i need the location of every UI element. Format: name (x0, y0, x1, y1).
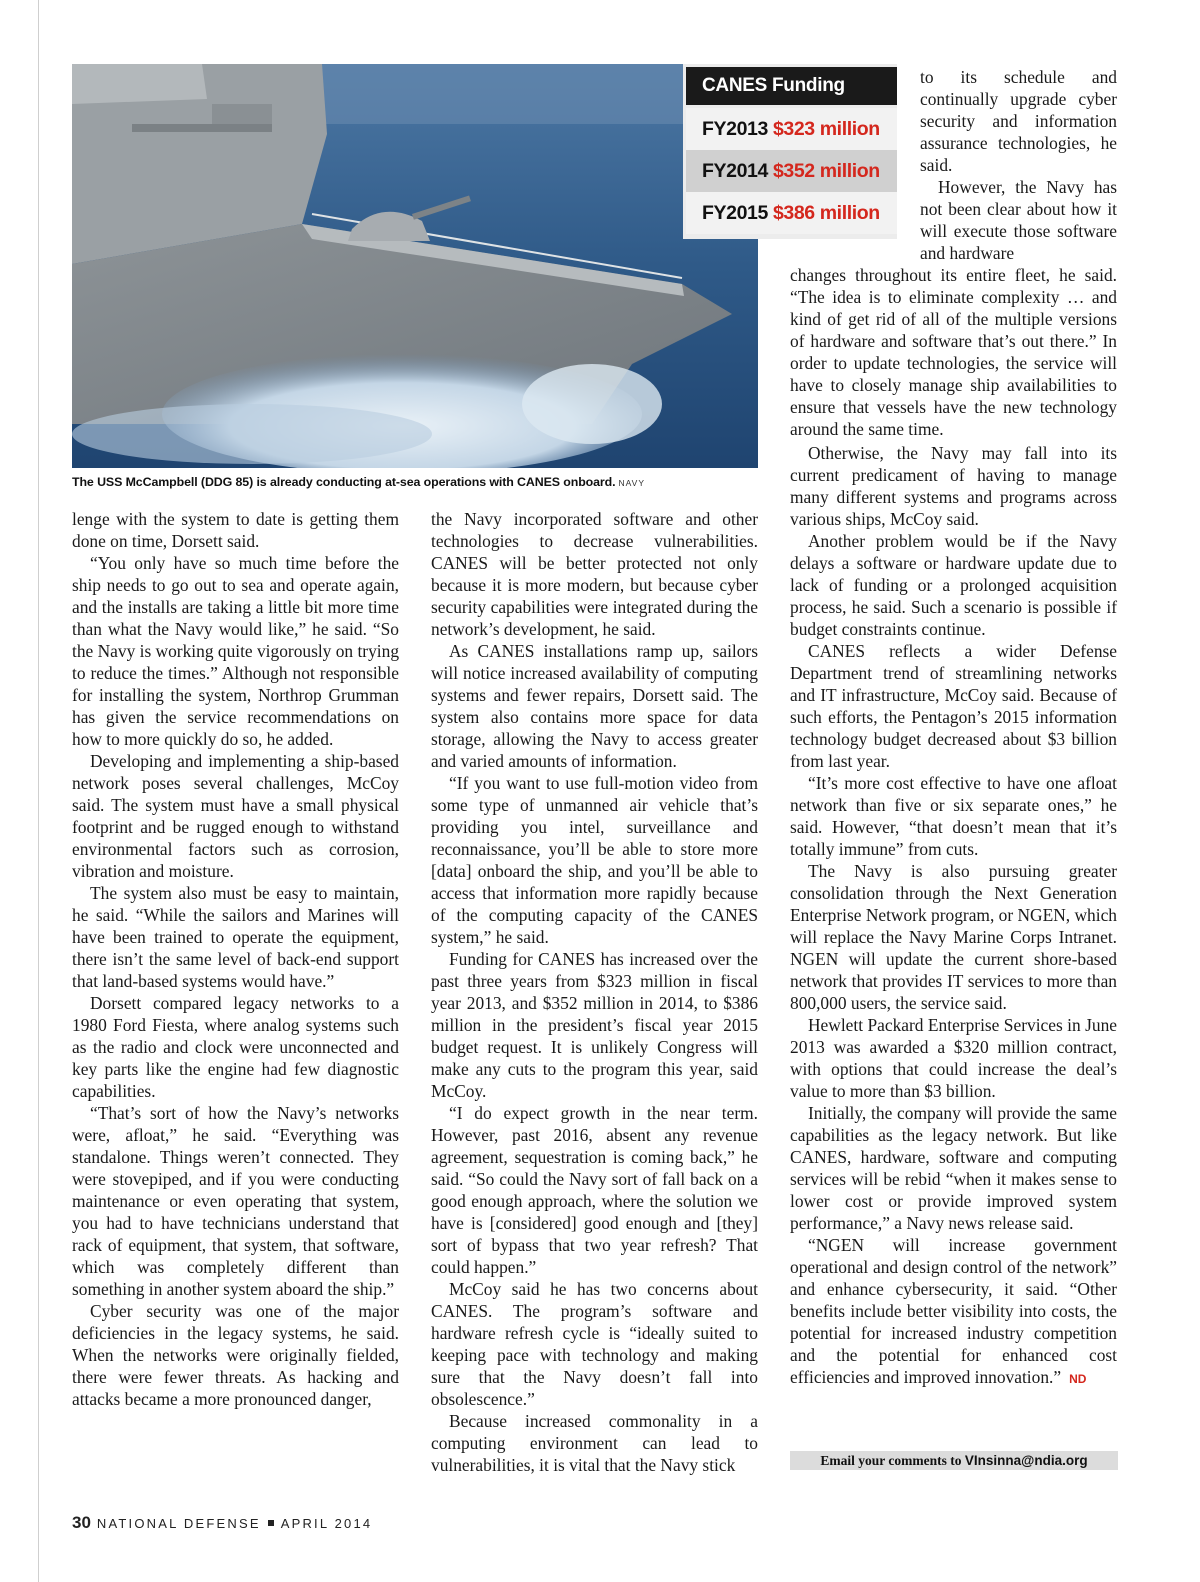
paragraph-text: “NGEN will increase government operational and design control of the network” and enhance cybersecurity, it said. “Other benefits include better visibility into costs, the potential for increased industry competition and the potential for enhanced cost efficiencies and improved innovation.” (790, 1235, 1117, 1387)
paragraph (790, 1234, 1117, 1390)
funding-row (686, 192, 897, 234)
paragraph: Initially, the company will provide the same capabilities as the legacy network. But like CANES, hardware, software and computing services will be rebid “when it makes sense to lower cost or provide improved system performance,” a Navy news release said. (790, 1103, 1117, 1233)
paragraph: The system also must be easy to maintain, he said. “While the sailors and Marines will have been trained to operate the equipment, there isn’t the same level of back-end support that land-based systems would have.” (72, 883, 399, 991)
paragraph: changes throughout its entire fleet, he said. “The idea is to eliminate complexity … and kind of get rid of all of the multiple versions of hardware and software that’s out there.” In order to update technologies, the service will have to closely manage ship availabilities to ensure that vessels have the new technology around the same time. (790, 265, 1117, 439)
sidebar-title: CANES Funding (686, 67, 897, 105)
email-comments-box (790, 1451, 1118, 1470)
paragraph: Funding for CANES has increased over the past three years from $323 million in fiscal year 2013, and $352 million in 2014, to $386 million in the president’s fiscal year 2015 budget request. It is unlikely Congress will make any cuts to the program this year, said McCoy. (431, 949, 758, 1101)
email-address-link[interactable]: VInsinna@ndia.org (964, 1453, 1088, 1468)
paragraph: to its schedule and continually upgrade cyber security and information assurance technologies, he said. (920, 67, 1117, 175)
funding-amount: $323 million (772, 118, 880, 140)
caption-text: The USS McCampbell (DDG 85) is already conducting at-sea operations with CANES onboard. (72, 475, 616, 489)
paragraph: lenge with the system to date is getting them done on time, Dorsett said. (72, 509, 399, 551)
article-column-3 (790, 442, 1117, 1390)
paragraph: The Navy is also pursuing greater consolidation through the Next Generation Enterprise Network program, or NGEN, which will replace the Navy Marine Corps Intranet. NGEN will update the current shore-based network that provides IT services to more than 800,000 users, the service said. (790, 861, 1117, 1013)
email-label: Email your comments to (820, 1453, 962, 1468)
article-column-3-top (920, 66, 1117, 264)
paragraph: McCoy said he has two concerns about CANES. The program’s software and hardware refresh cycle is “ideally suited to keeping pace with technology and making sure that the Navy doesn’t fall into obsolescence.” (431, 1279, 758, 1409)
issue-date: APRIL 2014 (280, 1516, 373, 1531)
funding-sidebar (683, 64, 897, 239)
funding-amount: $352 million (772, 160, 880, 182)
funding-year: FY2013 (702, 118, 768, 140)
photo-credit: NAVY (618, 478, 645, 488)
ship-photo (72, 64, 758, 468)
folio-separator (268, 1520, 274, 1526)
paragraph: “I do expect growth in the near term. However, past 2016, absent any revenue agreement, sequestration is coming back,” he said. “So could the Navy sort of fall back on a good enough approach, where the solution we have is [considered] good enough and [they] sort of bypass that two year refresh? That could happen.” (431, 1103, 758, 1277)
paragraph: Dorsett compared legacy networks to a 1980 Ford Fiesta, where analog systems such as the radio and clock were unconnected and key parts like the engine had few diagnostic capabilities. (72, 993, 399, 1101)
paragraph: “That’s sort of how the Navy’s networks were, afloat,” he said. “Everything was standalone. Things weren’t connected. They were stovepiped, and if you were conducting maintenance or even operating that system, you had to have technicians understand that rack of equipment, that system, that software, which was completely different than something in another system aboard the ship.” (72, 1103, 399, 1299)
funding-amount: $386 million (772, 202, 880, 224)
funding-row (686, 150, 897, 192)
photo-caption (72, 475, 762, 489)
funding-year: FY2015 (702, 202, 768, 224)
paragraph: Developing and implementing a ship-based network poses several challenges, McCoy said. The system must have a small physical footprint and be rugged enough to withstand environmental factors such as corrosion, vibration and moisture. (72, 751, 399, 881)
paragraph: CANES reflects a wider Defense Department trend of streamlining networks and IT infrastructure, McCoy said. Because of such efforts, the Pentagon’s 2015 information technology budget decreased about $3 billion from last year. (790, 641, 1117, 771)
paragraph: Cyber security was one of the major deficiencies in the legacy systems, he said. When the networks were originally fielded, there were fewer threats. As hacking and attacks became a more pronounced danger, (72, 1301, 399, 1409)
paragraph: the Navy incorporated software and other technologies to decrease vulnerabilities. CANES will be better protected not only because it is more modern, but because cyber security capabilities were integrated during the network’s development, he said. (431, 509, 758, 639)
paragraph: Another problem would be if the Navy delays a software or hardware update due to lack of funding or a prolonged acquisition process, he said. Such a scenario is possible if budget constraints continue. (790, 531, 1117, 639)
paragraph: As CANES installations ramp up, sailors will notice increased availability of computing systems and fewer repairs, Dorsett said. The system also contains more space for data storage, allowing the Navy to access greater and varied amounts of information. (431, 641, 758, 771)
funding-row (686, 108, 897, 150)
page-folio (72, 1513, 372, 1533)
ship-illustration (72, 64, 758, 468)
margin-rule (38, 0, 39, 1582)
article-column-2 (431, 508, 758, 1476)
publication-name: NATIONAL DEFENSE (96, 1516, 261, 1531)
article-column-1 (72, 508, 399, 1410)
end-mark: ND (1069, 1372, 1087, 1386)
paragraph: “It’s more cost effective to have one afloat network than five or six separate ones,” he said. However, “that doesn’t mean that it’s totally immune” from cuts. (790, 773, 1117, 859)
paragraph: “If you want to use full-motion video from some type of unmanned air vehicle that’s providing you intel, surveillance and reconnaissance, you’ll be able to store more [data] onboard the ship, and you’ll be able to access that information more rapidly because of the computing capacity of the CANES system,” he said. (431, 773, 758, 947)
article-column-3-continued (790, 264, 1117, 440)
paragraph: Because increased commonality in a computing environment can lead to vulnerabilities, it is vital that the Navy stick (431, 1411, 758, 1475)
paragraph: Hewlett Packard Enterprise Services in June 2013 was awarded a $320 million contract, with options that could increase the deal’s value to more than $3 billion. (790, 1015, 1117, 1101)
paragraph: However, the Navy has not been clear about how it will execute those software and hardware (920, 177, 1117, 263)
paragraph: Otherwise, the Navy may fall into its current predicament of having to manage many different systems and programs across various ships, McCoy said. (790, 443, 1117, 529)
page-number: 30 (72, 1513, 91, 1532)
paragraph: “You only have so much time before the ship needs to go out to sea and operate again, and the installs are taking a little bit more time than what the Navy would like,” he said. “So the Navy is working quite vigorously on trying to reduce the times.” Although not responsible for installing the system, Northrop Grumman has given the service recommendations on how to more quickly do so, he added. (72, 553, 400, 749)
funding-year: FY2014 (702, 160, 768, 182)
